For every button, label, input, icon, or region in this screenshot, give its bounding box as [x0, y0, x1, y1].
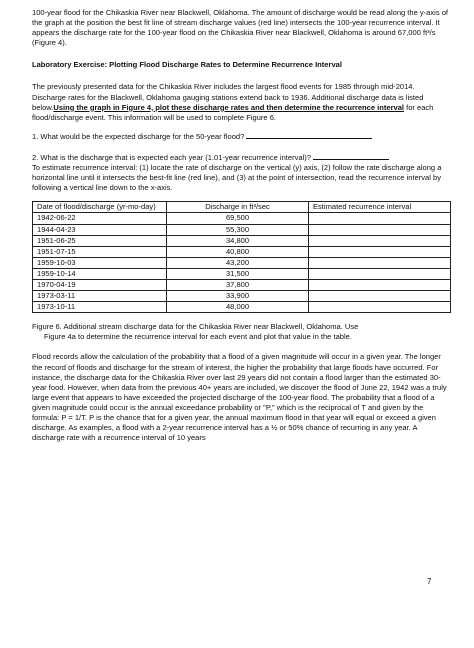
cell-discharge: 40,800	[167, 246, 309, 257]
section-heading: Laboratory Exercise: Plotting Flood Discharge Rates to Determine Recurrence Interval	[32, 60, 342, 70]
table-header-row	[33, 202, 451, 213]
cell-discharge: 55,300	[167, 224, 309, 235]
cell-date: 1944-04-23	[33, 224, 167, 235]
table-row	[33, 279, 451, 290]
cell-recurrence[interactable]	[309, 268, 451, 279]
cell-recurrence[interactable]	[309, 302, 451, 313]
intro-paragraph: 100-year flood for the Chikaskia River near Blackwell, Oklahoma. The amount of discharge would be read along the y-axis of the graph at the position the best fit line of stream discharge values (red line) intersects the 100-year recurrence interval. It appears the discharge rate for the 100-year flood on the Chikaskia River near Blackwell, Oklahoma is around 67,000 ft³/s (Figure 4).	[32, 8, 448, 48]
cell-date: 1973-10-11	[33, 302, 167, 313]
header-discharge: Discharge in ft³/sec	[167, 202, 309, 213]
lab-paragraph-text: The previously presented data for the Chikaskia River includes the largest flood events for 1985 through mid-2014. Discharge rates for the Blackwell, Oklahoma gauging stations extend back to 1936. Additional discharge data is listed below.	[32, 82, 424, 112]
cell-date: 1959-10-14	[33, 268, 167, 279]
header-recurrence: Estimated recurrence interval	[309, 202, 451, 213]
lab-paragraph-emphasis: Using the graph in Figure 4, plot these discharge rates and then determine the recurrence interval	[53, 102, 405, 112]
cell-date: 1951-07-15	[33, 246, 167, 257]
question-2-answer-blank[interactable]	[313, 152, 389, 160]
table-row	[33, 291, 451, 302]
cell-discharge: 34,800	[167, 235, 309, 246]
discharge-table	[32, 201, 451, 313]
table-row	[33, 268, 451, 279]
header-date: Date of flood/discharge (yr-mo-day)	[33, 202, 167, 213]
caption-line-1: Figure 6. Additional stream discharge data for the Chikaskia River near Blackwell, Oklahoma. Use	[32, 322, 359, 332]
page-number: 7	[427, 577, 432, 586]
question-1	[32, 131, 450, 142]
question-2	[32, 152, 450, 193]
cell-date: 1951-06-25	[33, 235, 167, 246]
table-row	[33, 213, 451, 224]
cell-recurrence[interactable]	[309, 257, 451, 268]
cell-recurrence[interactable]	[309, 235, 451, 246]
table-row	[33, 246, 451, 257]
cell-recurrence[interactable]	[309, 291, 451, 302]
lab-paragraph	[32, 82, 450, 122]
cell-recurrence[interactable]	[309, 279, 451, 290]
cell-discharge: 37,800	[167, 279, 309, 290]
figure-caption	[32, 322, 450, 342]
cell-date: 1973-03-11	[33, 291, 167, 302]
probability-paragraph: Flood records allow the calculation of the probability that a flood of a given magnitude will occur in a given year. The longer the record of floods and discharge for the stream of interest, the higher the probability that large floods have occurred. For instance, the discharge data for the Chikaskia River over last 29 years did not contain a flood larger than the estimated 30-year food. However, when data from the previous 40+ years are included, we discover the flood of June 22, 1942 was a truly large event that appears to have exceeded the projected discharge of the 100-year flood. The probability that a flood of a given magnitude could occur is the annual exceedance probability or "P," which is the reciprocal of T and given by the formula: P = 1/T. P is the chance that for a given year, the annual maximum flood in that year will equal or exceed a given discharge. As examples, a flood with a 2-year recurrence interval has a ½ or 50% chance of recurring in any year. A discharge rate with a recurrence interval of 10 years	[32, 352, 447, 443]
lab-paragraph-text-end: for each flood/discharge event. This information will be used to complete Figure 6.	[32, 102, 434, 122]
caption-line-2: Figure 4a to determine the recurrence interval for each event and plot that value in the table.	[44, 332, 352, 342]
cell-discharge: 31,500	[167, 268, 309, 279]
cell-discharge: 48,000	[167, 302, 309, 313]
cell-discharge: 69,500	[167, 213, 309, 224]
cell-recurrence[interactable]	[309, 246, 451, 257]
question-2-instructions: To estimate recurrence interval: (1) locate the rate of discharge on the vertical (y) axis, (2) follow the rate discharge along a horizontal line until it intersects the best-fit line (red line), and (3) at the point of intersection, read the recurrence interval by following a vertical line down to the x-axis.	[32, 163, 442, 193]
cell-recurrence[interactable]	[309, 224, 451, 235]
cell-date: 1942-06-22	[33, 213, 167, 224]
cell-discharge: 33,900	[167, 291, 309, 302]
question-2-text: 2. What is the discharge that is expected each year (1.01-year recurrence interval)?	[32, 152, 311, 162]
cell-date: 1959-10-03	[33, 257, 167, 268]
cell-date: 1970-04-19	[33, 279, 167, 290]
question-1-text: 1. What would be the expected discharge for the 50-year flood?	[32, 131, 245, 141]
table-row	[33, 224, 451, 235]
table-row	[33, 257, 451, 268]
cell-discharge: 43,200	[167, 257, 309, 268]
table-row	[33, 235, 451, 246]
cell-recurrence[interactable]	[309, 213, 451, 224]
question-1-answer-blank[interactable]	[246, 131, 372, 139]
table-row	[33, 302, 451, 313]
document-page	[32, 8, 450, 443]
